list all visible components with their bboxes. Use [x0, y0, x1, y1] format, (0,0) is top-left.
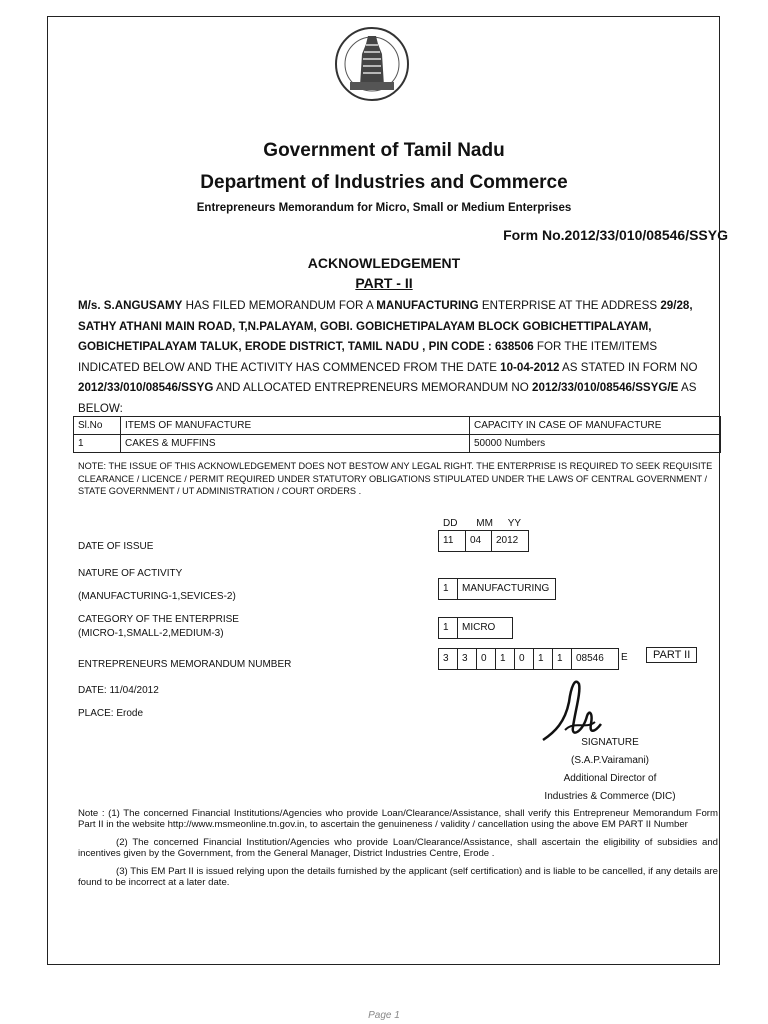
date-of-issue-label: DATE OF ISSUE: [78, 541, 154, 552]
signature-label: SIGNATURE: [581, 737, 639, 748]
issue-date: DATE: 11/04/2012: [78, 685, 159, 696]
nature-code: 1: [439, 579, 458, 599]
mm-label: MM: [476, 518, 493, 529]
form-number: Form No.2012/33/010/08546/SSYG: [503, 227, 728, 243]
nature-of-activity-box: [438, 578, 556, 600]
nature-value: MANUFACTURING: [462, 583, 550, 594]
header-capacity: CAPACITY IN CASE OF MANUFACTURE: [470, 417, 721, 435]
legal-note: NOTE: THE ISSUE OF THIS ACKNOWLEDGEMENT DOES NOT BESTOW ANY LEGAL RIGHT. THE ENTERPRISE IS REQUIRED TO SEEK REQUISITE CLEARANCE / LICENCE / PERMIT REQUIRED UNDER STATUTORY OBLIGATIONS STIPULATED UNDER THE LAWS OF CENTRAL GOVERNMENT / STATE GOVERNMENT / UT ADMINISTRATION / COURT ORDERS .: [78, 461, 713, 496]
nature-of-activity-hint: (MANUFACTURING-1,SEVICES-2): [78, 591, 236, 602]
em-number-box: [438, 648, 619, 670]
note-3: (3) This EM Part II is issued relying upon the details furnished by the applicant (self certification) and is liable to be cancelled, if any details are found to be incorrect at a later date.: [78, 866, 718, 888]
em-number-label: ENTREPRENEURS MEMORANDUM NUMBER: [78, 659, 292, 670]
date-headers: [443, 518, 521, 529]
em-digit: 3: [439, 649, 458, 669]
acknowledgement-heading: ACKNOWLEDGEMENT: [307, 255, 461, 271]
government-title: Government of Tamil Nadu: [263, 140, 505, 161]
items-table: [73, 416, 721, 453]
em-digit: 1: [496, 649, 515, 669]
em-serial: 08546: [576, 653, 604, 664]
em-suffix: E: [621, 652, 628, 663]
year: 2012: [496, 535, 519, 546]
category-hint: (MICRO-1,SMALL-2,MEDIUM-3): [78, 628, 224, 639]
category-label: CATEGORY OF THE ENTERPRISE: [78, 614, 239, 625]
category-code: 1: [439, 618, 458, 638]
part-heading: PART - II: [355, 275, 413, 291]
issue-place: PLACE: Erode: [78, 708, 144, 719]
yy-label: YY: [507, 518, 522, 529]
signatory-name: (S.A.P.Vairamani): [571, 755, 649, 766]
category-box: [438, 617, 513, 639]
cell-slno: 1: [74, 435, 121, 453]
table-header-row: [74, 417, 721, 435]
page-number: Page 1: [368, 1010, 400, 1021]
table-row: [74, 435, 721, 453]
note-1: Note : (1) The concerned Financial Institutions/Agencies who provide Loan/Clearance/Assistance, shall verify this Entrepreneur Memorandum Form Part II in the website http://www.msmeonline.tn.gov.in, to ascertain the genuineness / validity / cancellation using the above EM PART II Number: [78, 808, 718, 830]
em-digit: 0: [477, 649, 496, 669]
cell-capacity: 50000 Numbers: [470, 435, 721, 453]
tamil-nadu-emblem-icon: [332, 14, 412, 119]
note-2: (2) The concerned Financial Institution/Agencies who provide Loan/Clearance/Assistance, shall ascertain the eligibility of subsidies and incentives given by the Government, from the General Manager, District Industries Centre, Erode .: [78, 837, 718, 859]
date-of-issue-box: [438, 530, 529, 552]
em-digit: 1: [534, 649, 553, 669]
header-items: ITEMS OF MANUFACTURE: [121, 417, 470, 435]
em-digit: 3: [458, 649, 477, 669]
header-slno: Sl.No: [74, 417, 121, 435]
month: 04: [466, 531, 492, 551]
category-value: MICRO: [462, 622, 496, 633]
footer-notes: [78, 808, 718, 895]
signatory-designation-1: Additional Director of: [563, 773, 657, 784]
acknowledgement-paragraph: M/s. S.ANGUSAMY HAS FILED MEMORANDUM FOR A MANUFACTURING ENTERPRISE AT THE ADDRESS 29/28, SATHY ATHANI MAIN ROAD, T,N.PALAYAM, GOBI. GOBICHETIPALAYAM BLOCK GOBICHETTIPALAYAM, GOBICHETIPALAYAM TALUK, ERODE DISTRICT, TAMIL NADU , PIN CODE : 638506 FOR THE ITEM/ITEMS INDICATED BELOW AND THE ACTIVITY HAS COMMENCED FROM THE DATE 10-04-2012 AS STATED IN FORM NO 2012/33/010/08546/SSYG AND ALLOCATED ENTREPRENEURS MEMORANDUM NO 2012/33/010/08546/SSYG/E AS BELOW:: [78, 299, 698, 415]
dd-label: DD: [443, 518, 458, 529]
nature-of-activity-label: NATURE OF ACTIVITY: [78, 568, 183, 579]
department-title: Department of Industries and Commerce: [200, 172, 568, 193]
em-part-box: PART II: [646, 647, 697, 663]
memorandum-subtitle: Entrepreneurs Memorandum for Micro, Small or Medium Enterprises: [196, 202, 572, 214]
day: 11: [439, 531, 466, 551]
em-digit: 1: [553, 649, 572, 669]
em-digit: 0: [515, 649, 534, 669]
cell-item: CAKES & MUFFINS: [121, 435, 470, 453]
signatory-designation-2: Industries & Commerce (DIC): [544, 791, 676, 802]
